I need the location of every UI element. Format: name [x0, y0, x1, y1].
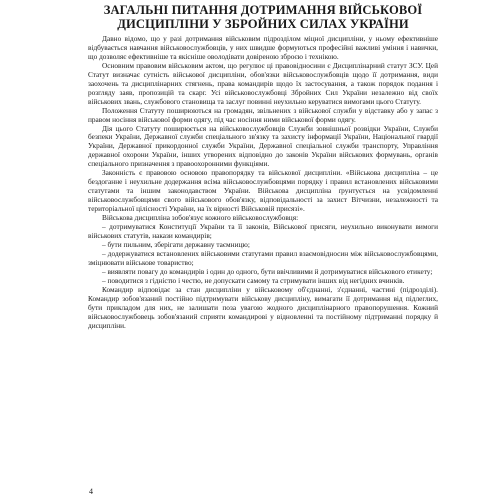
page-number: 4: [89, 487, 93, 496]
list-item-dignity: – поводитися з гідністю і честю, не допускати самому та стримувати інших від негідних вчинків.: [102, 275, 405, 285]
list-item-respect: – виявляти повагу до командирів і один до одного, бути ввічливими й дотримуватися військового етикету;: [102, 266, 433, 276]
list-item-vigilance: – бути пильним, зберігати державну таємницю;: [102, 239, 250, 249]
paragraph-statute-applicability: Дія цього Статуту поширюється на військовослужбовців Служби зовнішньої розвідки України, Служби безпеки України, Державної служби спеціального зв'язку та захисту інформації України, Національної гвардії України, Державної прикордонної служби України, Державної спеціальної служби транспорту, Управління державної охорони України, інших утворених відповідно до законів України військових формувань, органів спеціального призначення з правоохоронними функціями.: [88, 123, 438, 169]
paragraph-commander: Командир відповідає за стан дисципліни у військовому об'єднанні, з'єднанні, частині (підрозділі). Командир зобов'язаний постійно підтримувати військову дисципліну, вимагати її дотримання від підлеглих, бути прикладом для них, не залишати поза увагою жодного дисциплінарного правопорушення. Кожний військовослужбовець зобов'язаний сприяти командирові у відновленні та постійному підтриманні порядку й дисципліни.: [88, 284, 438, 330]
paragraph-statute-scope: Положення Статуту поширюються на громадян, звільнених з військової служби у відставку або у запас з правом носіння військової форми одягу, під час носіння ними військової форми одягу.: [88, 105, 438, 124]
list-item-constitution: – дотримуватися Конституції України та її законів, Військової присяги, неухильно виконувати вимоги військових статутів, накази командирів;: [88, 222, 438, 240]
paragraph-intro: Давно відомо, що у разі дотримання військовим підрозділом міцної дисципліни, у ньому ефективніше відбувається навчання військовослужбовців, у них швидше формуються професійні важливі уміння і навички, що дозволяє ефективніше та якісніше оволодівати довіреною зброєю і технікою.: [88, 34, 438, 61]
paragraph-legality: Законність є правовою основою правопорядку та військової дисципліни. «Військова дисципліна – це бездоганне і неухильне додержання всіма військовослужбовцями порядку і правил встановлених військовими статутами та іншим законодавством України. Військова дисципліна ґрунтується на усвідомленні військовослужбовцями свого військового обов'язку, відповідальності за захист Вітчизни, незалежності та територіальної цілісності України, на їх вірності Військовій присязі».: [88, 168, 438, 214]
paragraph-disciplinary-statute: Основним правовим військовим актом, що регулює ці правовідносини є Дисциплінарний статут ЗСУ. Цей Статут визначає сутність військової дисципліни, обов'язки військовослужбовців щодо її дотримання, види заохочень та дисциплінарних стягнень, права командирів щодо їх застосування, а також порядок подання і розгляду заяв, пропозицій та скарг. Усі військовослужбовці Збройних Сил України незалежно від своїх військових звань, службового становища та заслуг повинні неухильно керуватися вимогами цього Статуту.: [88, 60, 438, 106]
paragraph-obligations-intro: Військова дисципліна зобов'язує кожного військовослужбовця:: [102, 213, 299, 223]
page-title: ЗАГАЛЬНІ ПИТАННЯ ДОТРИМАННЯ ВІЙСЬКОВОЇ ДИСЦИПЛІНИ У ЗБРОЙНИХ СИЛАХ УКРАЇНИ: [103, 3, 423, 31]
body-text: [88, 35, 438, 330]
list-item-relations: – додержуватися встановлених військовими статутами правил взаємовідносин між військовослужбовцями, зміцнювати військове товариство;: [88, 248, 438, 267]
